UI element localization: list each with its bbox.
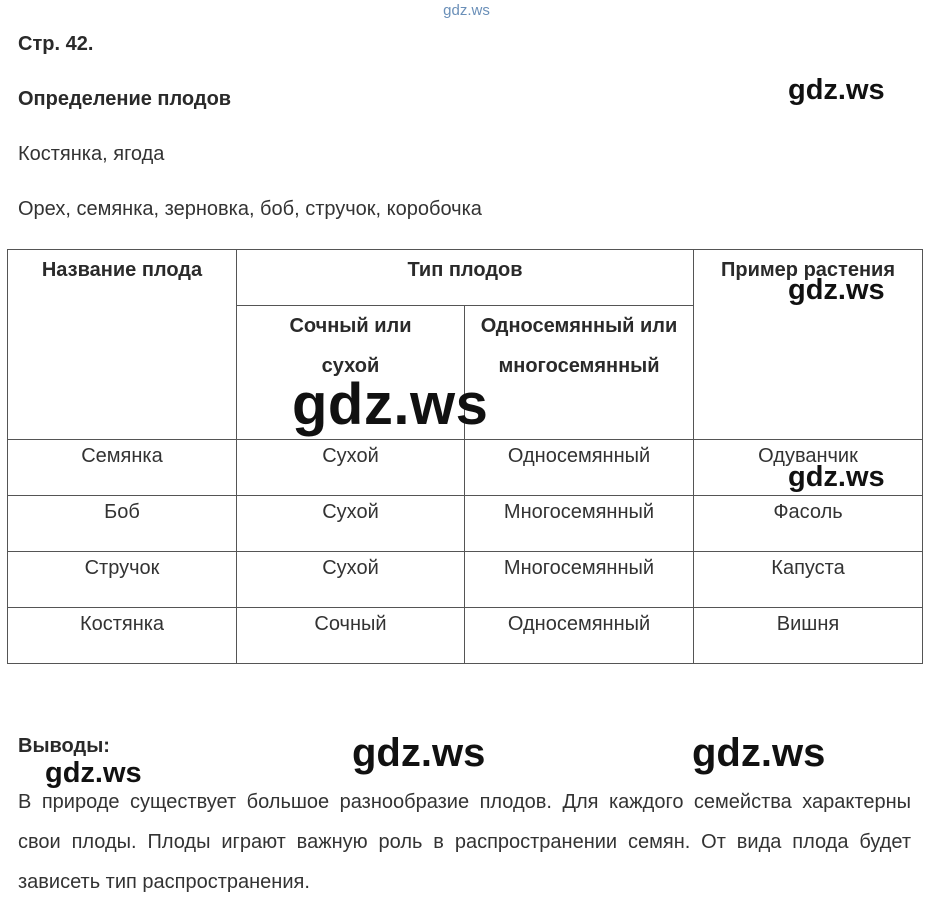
section-heading: Определение плодов [18,88,232,110]
cell-seed-count: Многосемянный [465,552,694,608]
cell-fruit-type: Сухой [237,440,465,496]
cell-plant-example: Фасоль [694,496,923,552]
header-fruit-name: Название плода [8,250,237,440]
table-header-row [8,250,923,306]
watermark: gdz.ws [352,731,486,775]
page-number: Стр. 42. [18,33,94,55]
watermark: gdz.ws [692,731,826,775]
watermark: gdz.ws [788,74,885,106]
watermark: gdz.ws [788,461,885,493]
cell-fruit-name: Семянка [8,440,237,496]
answer-line-2: Орех, семянка, зерновка, боб, стручок, коробочка [18,198,482,220]
cell-fruit-type: Сухой [237,552,465,608]
fruit-table [7,249,923,664]
cell-plant-example: Одуванчик [694,440,923,496]
watermark: gdz.ws [788,274,885,306]
cell-plant-example: Вишня [694,608,923,664]
header-fruit-type: Тип плодов [237,250,694,306]
cell-fruit-type: Сочный [237,608,465,664]
cell-fruit-type: Сухой [237,496,465,552]
cell-seed-count: Многосемянный [465,496,694,552]
cell-fruit-name: Костянка [8,608,237,664]
cell-seed-count: Односемянный [465,440,694,496]
subheader-juicy-dry: Сочный или сухой [237,306,465,440]
table-row [8,552,923,608]
table-row [8,608,923,664]
table-row [8,496,923,552]
subheader-seed-count: Односемянный или многосемянный [465,306,694,440]
conclusions-title: Выводы: [18,735,110,757]
watermark: gdz.ws [292,372,489,437]
cell-seed-count: Односемянный [465,608,694,664]
watermark: gdz.ws [45,757,142,789]
cell-fruit-name: Боб [8,496,237,552]
table-row [8,440,923,496]
header-plant-example: Пример растения [694,250,923,440]
cell-plant-example: Капуста [694,552,923,608]
cell-fruit-name: Стручок [8,552,237,608]
conclusions-text: В природе существует большое разнообразие плодов. Для каждого семейства характерны свои плоды. Плоды играют важную роль в распространении семян. От вида плода будет зависеть тип распространения. [18,791,911,893]
answer-line-1: Костянка, ягода [18,143,165,165]
watermark-top: gdz.ws [443,2,490,19]
